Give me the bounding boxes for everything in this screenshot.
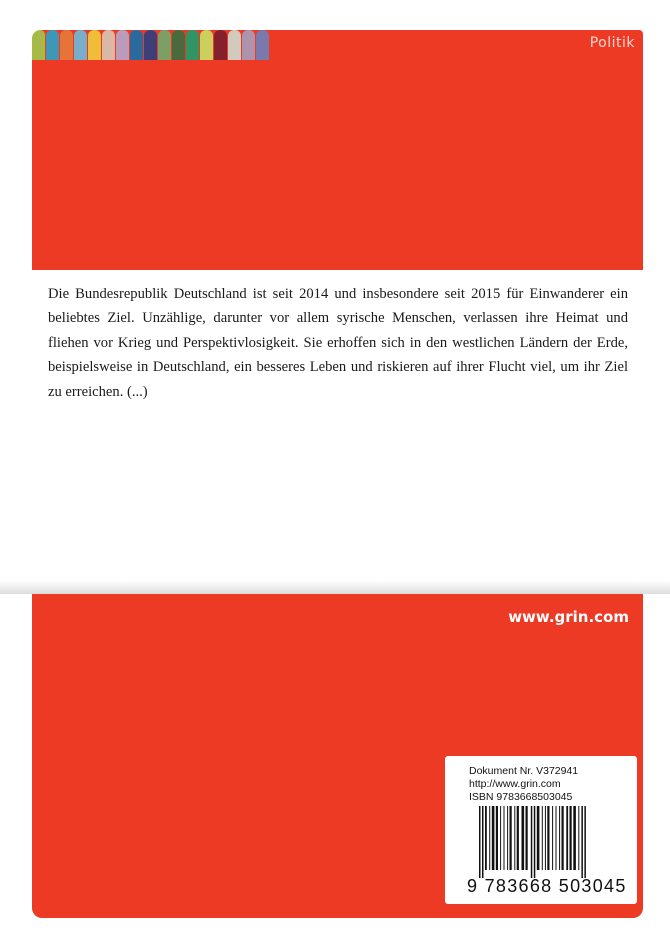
color-tab <box>116 30 129 60</box>
barcode-bar <box>552 806 553 870</box>
barcode-bar <box>517 806 519 870</box>
barcode-bar <box>562 806 564 870</box>
publisher-website: http://www.grin.com <box>469 778 561 790</box>
barcode-bar <box>578 806 579 870</box>
isbn-line: ISBN 9783668503045 <box>469 791 573 803</box>
barcode-bar <box>492 806 495 870</box>
barcode-bar <box>581 806 583 878</box>
barcode-bar <box>534 806 536 878</box>
barcode-bar <box>566 806 568 870</box>
barcode-bar <box>479 806 481 878</box>
barcode-bar <box>556 806 557 870</box>
color-tab <box>144 30 157 60</box>
barcode-bar <box>547 806 549 870</box>
barcode-bar <box>500 806 501 870</box>
color-tab <box>46 30 59 60</box>
fold-divider <box>0 580 670 594</box>
color-tab <box>60 30 73 60</box>
barcode-bar <box>584 806 586 878</box>
barcode-bar <box>504 806 505 870</box>
color-tab <box>32 30 45 60</box>
abstract-text: Die Bundesrepublik Deutschland ist seit 2014 und insbesondere seit 2015 für Einwanderer ein beliebtes Ziel. Unzählige, darunter vor allem syrische Menschen, verlassen ihre Heimat und fliehen vor Krieg und Perspektivlosigkeit. Sie erhoffen sich in den westlichen Ländern der Erde, beispielsweise in Deutschland, ein besseres Leben und riskieren auf ihrer Flucht viel, um ihr Ziel zu erreichen. (...) <box>48 286 628 400</box>
color-tab <box>102 30 115 60</box>
barcode-bar <box>510 806 512 870</box>
document-number: Dokument Nr. V372941 <box>469 765 579 777</box>
barcode-bar <box>522 806 525 870</box>
barcode-bar <box>489 806 490 870</box>
barcode-label <box>445 756 637 904</box>
barcode-bar <box>496 806 498 870</box>
barcode-bar <box>482 806 484 878</box>
barcode-bar <box>507 806 508 870</box>
top-color-block <box>32 30 643 270</box>
color-tab <box>228 30 241 60</box>
color-tab <box>172 30 185 60</box>
barcode-info <box>469 765 578 804</box>
color-tab <box>186 30 199 60</box>
barcode-bar <box>570 806 572 870</box>
publisher-url[interactable]: www.grin.com <box>508 608 629 626</box>
barcode-bar <box>531 806 533 878</box>
barcode-bar <box>573 806 576 870</box>
category-label: Politik <box>589 35 635 51</box>
color-tab <box>214 30 227 60</box>
barcode-bar <box>485 806 487 870</box>
barcode-bar <box>542 806 543 870</box>
barcode-bar <box>545 806 546 870</box>
color-tab <box>200 30 213 60</box>
color-tab <box>88 30 101 60</box>
barcode-bar <box>537 806 540 870</box>
barcode-bar <box>526 806 528 870</box>
barcode-icon <box>479 806 629 878</box>
color-tab <box>256 30 269 60</box>
isbn-digits: 9 783668 503045 <box>467 876 627 896</box>
color-tab <box>158 30 171 60</box>
barcode-bar <box>559 806 560 870</box>
color-tabs <box>32 30 270 60</box>
color-tab <box>74 30 87 60</box>
color-tab <box>242 30 255 60</box>
barcode-bar <box>514 806 515 870</box>
color-tab <box>130 30 143 60</box>
